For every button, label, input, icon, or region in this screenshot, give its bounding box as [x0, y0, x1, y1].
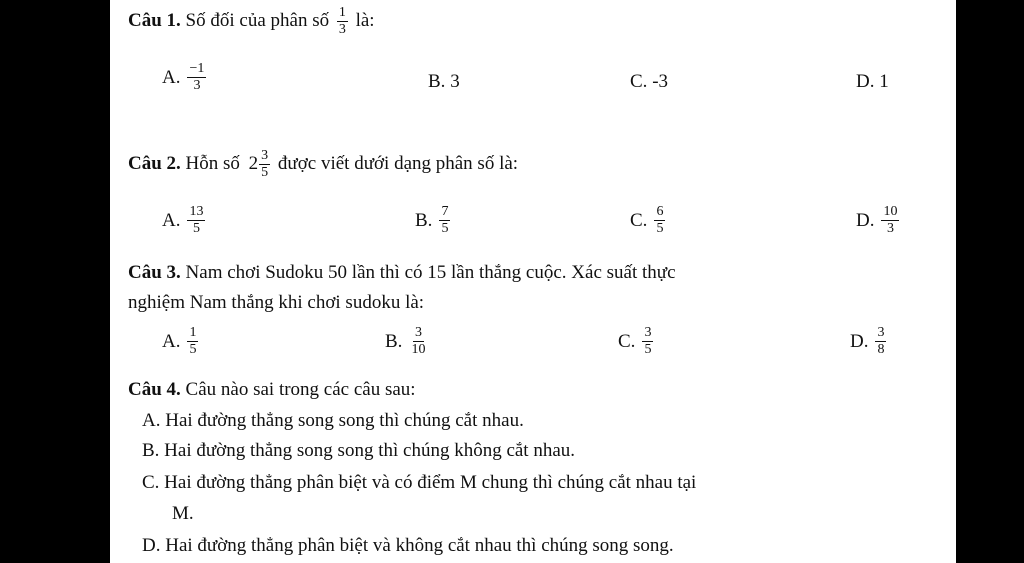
numerator: 3: [261, 148, 269, 163]
denominator: 5: [189, 342, 197, 357]
question-text: Nam chơi Sudoku 50 lần thì có 15 lần thắng cuộc. Xác suất thực: [185, 262, 676, 283]
denominator: 3: [193, 78, 201, 93]
denominator: 3: [886, 221, 894, 236]
numerator: 7: [441, 204, 449, 219]
q3-option-b: [385, 326, 430, 357]
denominator: 5: [441, 221, 449, 236]
q2-option-c: [630, 205, 668, 236]
fraction: [187, 62, 206, 93]
option-label: C.: [630, 71, 648, 92]
numerator: −1: [189, 61, 205, 76]
fraction: [439, 205, 450, 236]
question-text: Hỗn số: [185, 152, 240, 174]
fraction: [875, 326, 886, 357]
numerator: 1: [189, 325, 197, 340]
denominator: 5: [261, 165, 269, 180]
question-text: được viết dưới dạng phân số là:: [277, 152, 519, 174]
fraction: [337, 6, 348, 37]
q1-option-c: [630, 71, 668, 93]
fraction: [259, 149, 270, 180]
fraction: [654, 205, 665, 236]
question-text: là:: [355, 9, 375, 31]
worksheet-page: [110, 0, 956, 563]
denominator: 8: [877, 342, 885, 357]
denominator: 5: [656, 221, 664, 236]
q3-option-c: [618, 326, 656, 357]
option-label: B.: [415, 209, 433, 231]
numerator: 10: [883, 204, 898, 219]
option-label: D.: [856, 209, 875, 231]
q2-option-b: [415, 205, 453, 236]
numerator: 3: [644, 325, 652, 340]
q4-option-c-continued: M.: [172, 503, 194, 524]
option-label: C.: [618, 330, 636, 352]
fraction: [187, 326, 198, 357]
option-label: A.: [162, 66, 181, 88]
q2-option-d: [856, 205, 902, 236]
question-number: Câu 4.: [128, 379, 181, 400]
question-4: [128, 379, 416, 401]
numerator: 1: [338, 5, 346, 20]
q4-option-d: D. Hai đường thẳng phân biệt và không cắt nhau thì chúng song song.: [142, 535, 674, 556]
question-3-continued: [128, 292, 424, 314]
numerator: 3: [414, 325, 422, 340]
fraction: [187, 205, 205, 236]
question-text: Số đối của phân số: [185, 9, 330, 31]
question-number: Câu 3.: [128, 262, 181, 283]
q2-option-a: [162, 205, 208, 236]
question-number: Câu 2.: [128, 152, 181, 174]
question-3: [128, 262, 676, 284]
q1-option-d: [856, 71, 889, 93]
mixed-number-whole: 2: [248, 152, 259, 174]
q4-option-b: B. Hai đường thẳng song song thì chúng không cắt nhau.: [142, 440, 576, 461]
option-value: 3: [450, 71, 460, 92]
question-number: Câu 1.: [128, 9, 181, 31]
q3-option-d: [850, 326, 889, 357]
question-text: nghiệm Nam thắng khi chơi sudoku là:: [128, 292, 425, 313]
q4-option-c: C. Hai đường thẳng phân biệt và có điểm M chung thì chúng cắt nhau tại: [142, 472, 697, 493]
q4-option-a: A. Hai đường thẳng song song thì chúng cắt nhau.: [142, 410, 524, 431]
q1-option-a: [162, 62, 209, 93]
numerator: 13: [189, 204, 204, 219]
question-1: [128, 6, 375, 37]
fraction: [409, 326, 427, 357]
option-value: 1: [879, 71, 889, 92]
denominator: 10: [411, 342, 426, 357]
question-2: [128, 149, 518, 180]
fraction: [881, 205, 899, 236]
q3-option-a: [162, 326, 201, 357]
option-label: C.: [630, 209, 648, 231]
option-value: -3: [652, 71, 669, 92]
q1-option-b: [428, 71, 460, 93]
option-label: A.: [162, 209, 181, 231]
option-label: D.: [856, 71, 875, 92]
question-text: Câu nào sai trong các câu sau:: [185, 379, 416, 400]
fraction: [642, 326, 653, 357]
denominator: 3: [338, 22, 346, 37]
option-label: D.: [850, 330, 869, 352]
numerator: 3: [877, 325, 885, 340]
numerator: 6: [656, 204, 664, 219]
denominator: 5: [192, 221, 200, 236]
option-label: B.: [385, 330, 403, 352]
option-label: A.: [162, 330, 181, 352]
option-label: B.: [428, 71, 446, 92]
denominator: 5: [644, 342, 652, 357]
